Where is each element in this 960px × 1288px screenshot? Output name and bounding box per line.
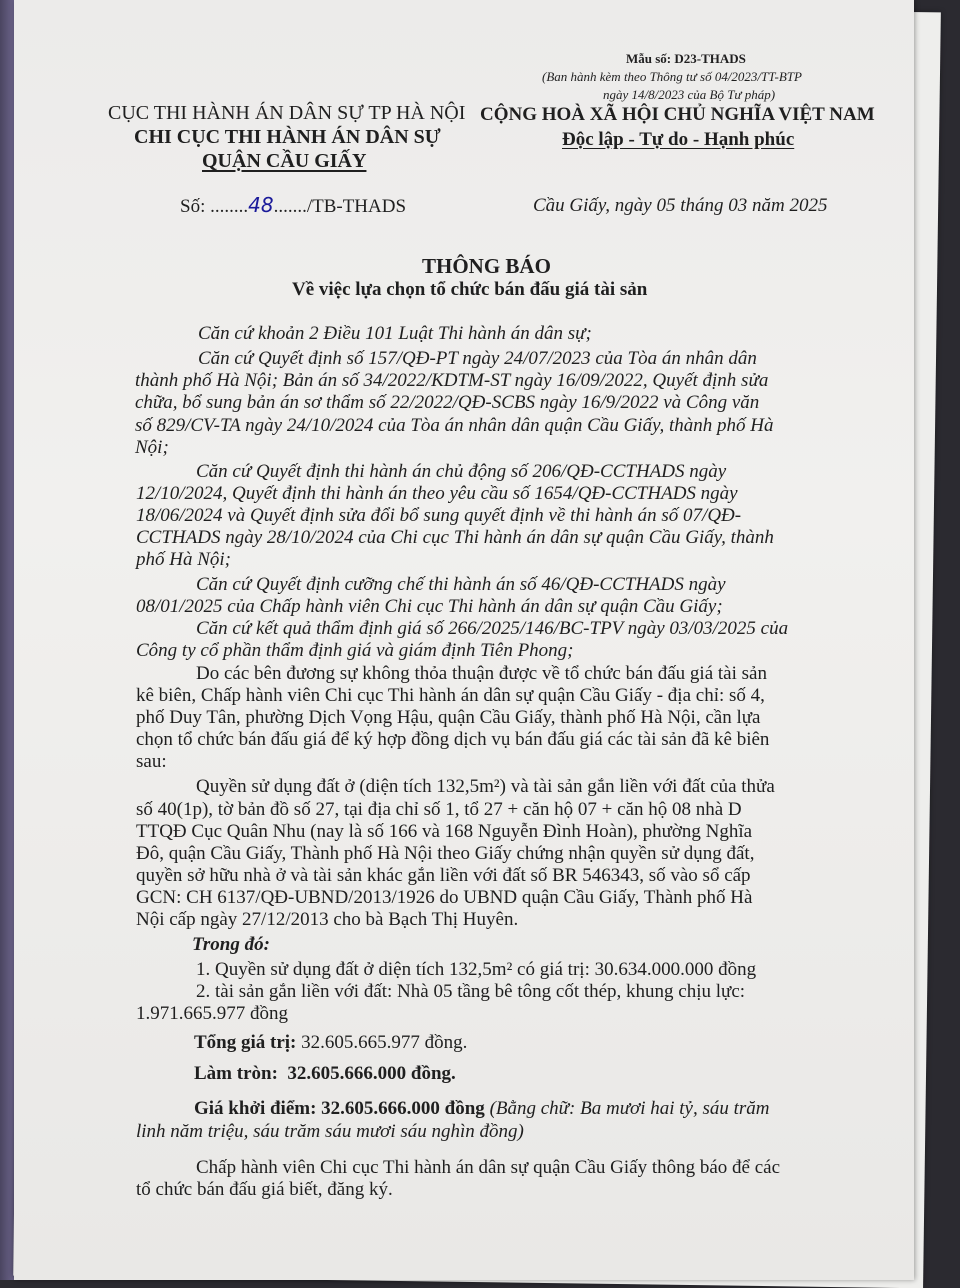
body-line: Đô, quận Cầu Giấy, Thành phố Hà Nội theo Giấy chứng nhận quyền sử dụng đất, [136, 843, 755, 864]
form-number: Mẫu số: D23-THADS [626, 51, 746, 66]
body-line: Trong đó: [192, 934, 270, 955]
body-line: 1.971.665.977 đồng [136, 1003, 288, 1024]
body-line: 08/01/2025 của Chấp hành viên Chi cục Thi hành án dân sự quận Cầu Giấy; [136, 596, 723, 617]
rounded-value [194, 1064, 456, 1083]
body-line: Nội cấp ngày 27/12/2013 cho bà Bạch Thị Huyên. [136, 909, 519, 930]
body-line: phố Duy Tân, phường Dịch Vọng Hậu, quận Cầu Giấy, thành phố Hà Nội, cần lựa [136, 707, 761, 728]
total-label: Tổng giá trị: [194, 1032, 297, 1053]
body-line: chữa, bổ sung bản án sơ thẩm số 22/2022/QĐ-SCBS ngày 16/9/2022 và Công văn [135, 392, 760, 413]
body-line: chọn tổ chức bán đấu giá để ký hợp đồng dịch vụ bán đấu giá các tài sản đã kê biên [136, 729, 770, 750]
body-line: Căn cứ kết quả thẩm định giá số 266/2025/146/BC-TPV ngày 03/03/2025 của [196, 618, 789, 639]
nation-heading: CỘNG HOÀ XÃ HỘI CHỦ NGHĨA VIỆT NAM [480, 104, 875, 125]
document-title: THÔNG BÁO [422, 254, 551, 278]
body-line: Do các bên đương sự không thỏa thuận được về tổ chức bán đấu giá tài sản [196, 663, 767, 684]
reference-prefix: Số: ........ [180, 196, 249, 217]
body-line: Căn cứ Quyết định cưỡng chế thi hành án số 46/QĐ-CCTHADS ngày [196, 574, 726, 595]
body-line: kê biên, Chấp hành viên Chi cục Thi hành án dân sự quận Cầu Giấy - địa chỉ: số 4, [136, 685, 765, 706]
body-line: Căn cứ khoản 2 Điều 101 Luật Thi hành án dân sự; [198, 323, 592, 344]
starting-price [194, 1099, 770, 1118]
body-line: GCN: CH 6137/QĐ-UBND/2013/1926 do UBND quận Cầu Giấy, Thành phố Hà [136, 887, 753, 908]
body-line: Căn cứ Quyết định thi hành án chủ động số 206/QĐ-CCTHADS ngày [196, 461, 727, 482]
round-label: Làm tròn: [194, 1063, 278, 1084]
body-line: số 40(1p), tờ bản đồ số 27, tại địa chỉ số 1, tổ 27 + căn hộ 07 + căn hộ 08 nhà D [136, 799, 742, 820]
body-line: phố Hà Nội; [136, 549, 231, 570]
reference-number [180, 195, 406, 216]
body-line: quyền sở hữu nhà ở và tài sản khác gắn liền với đất số BR 546343, số vào sổ cấp [136, 865, 751, 886]
document-page [14, 0, 914, 1280]
body-line: số 829/CV-TA ngày 24/10/2024 của Tòa án nhân dân quận Cầu Giấy, thành phố Hà [135, 415, 774, 436]
body-line: Căn cứ Quyết định số 157/QĐ-PT ngày 24/07/2023 của Tòa án nhân dân [198, 348, 757, 369]
round-amount: 32.605.666.000 đồng. [287, 1063, 456, 1084]
form-note-line-1: (Ban hành kèm theo Thông tư số 04/2023/TT-BTP [542, 69, 802, 84]
body-line: 18/06/2024 và Quyết định sửa đổi bổ sung quyết định về thi hành án số 07/QĐ- [136, 505, 742, 526]
total-value [194, 1033, 467, 1052]
body-line: Quyền sử dụng đất ở (diện tích 132,5m²) và tài sản gắn liền với đất của thửa [196, 776, 775, 797]
body-line: thành phố Hà Nội; Bản án số 34/2022/KDTM-ST ngày 16/09/2022, Quyết định sửa [135, 370, 769, 391]
body-line: 12/10/2024, Quyết định thi hành án theo yêu cầu số 1654/QĐ-CCTHADS ngày [136, 483, 738, 504]
total-amount: 32.605.665.977 đồng. [301, 1032, 468, 1053]
agency-district: QUẬN CẦU GIẤY [202, 150, 367, 172]
body-line: Công ty cổ phần thẩm định giá và giám định Tiên Phong; [136, 640, 574, 661]
reference-suffix: ......./TB-THADS [273, 196, 407, 217]
handwritten-number: 48 [248, 193, 274, 217]
closing-line-1: Chấp hành viên Chi cục Thi hành án dân sự quận Cầu Giấy thông báo để các [196, 1157, 781, 1178]
form-note-line-2: ngày 14/8/2023 của Bộ Tư pháp) [603, 87, 776, 102]
body-line: Nội; [135, 437, 169, 458]
body-line: sau: [136, 751, 167, 772]
body-line: 2. tài sản gắn liền với đất: Nhà 05 tầng bê tông cốt thép, khung chịu lực: [196, 981, 746, 1002]
starting-price-words: (Bằng chữ: Ba mươi hai tỷ, sáu trăm [489, 1098, 770, 1119]
document-subtitle: Về việc lựa chọn tổ chức bán đấu giá tài sản [292, 279, 648, 300]
body-line: CCTHADS ngày 28/10/2024 của Chi cục Thi hành án dân sự quận Cầu Giấy, thành [136, 527, 774, 548]
closing-line-2: tổ chức bán đấu giá biết, đăng ký. [136, 1179, 393, 1200]
motto: Độc lập - Tự do - Hạnh phúc [562, 129, 795, 150]
agency-parent: CỤC THI HÀNH ÁN DÂN SỰ TP HÀ NỘI [108, 102, 466, 124]
agency-name: CHI CỤC THI HÀNH ÁN DÂN SỰ [134, 126, 441, 148]
body-line: 1. Quyền sử dụng đất ở diện tích 132,5m² có giá trị: 30.634.000.000 đồng [196, 959, 757, 980]
body-line: TTQĐ Cục Quân Nhu (nay là số 166 và 168 Nguyễn Đình Hoàn), phường Nghĩa [136, 821, 753, 842]
starting-price-words-cont: linh năm triệu, sáu trăm sáu mươi sáu nghìn đồng) [136, 1121, 524, 1142]
starting-price-label: Giá khởi điểm: 32.605.666.000 đồng [194, 1098, 485, 1119]
place-date: Cầu Giấy, ngày 05 tháng 03 năm 2025 [533, 195, 828, 216]
